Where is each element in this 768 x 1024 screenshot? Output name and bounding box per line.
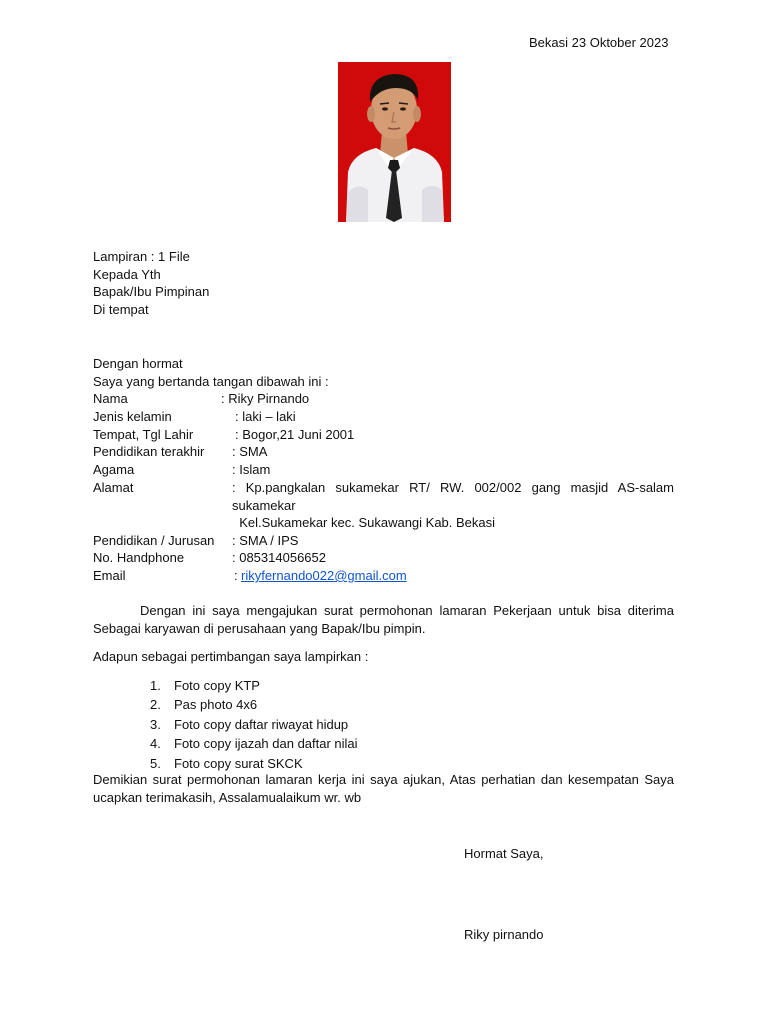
field-label: No. Handphone bbox=[93, 550, 185, 565]
recipient-line: Kepada Yth bbox=[93, 267, 161, 282]
list-text: Foto copy surat SKCK bbox=[174, 755, 303, 771]
field-value: : Bogor,21 Juni 2001 bbox=[235, 427, 355, 442]
recipient-title: Bapak/Ibu Pimpinan bbox=[93, 284, 210, 299]
field-value: : Islam bbox=[232, 462, 271, 477]
field-value: : laki – laki bbox=[235, 409, 296, 424]
field-value: : SMA bbox=[232, 444, 268, 459]
field-value: : Riky Pirnando bbox=[221, 391, 310, 406]
body-paragraph bbox=[93, 602, 674, 638]
list-item bbox=[150, 676, 358, 695]
address-line-1: : Kp.pangkalan sukamekar RT/ RW. 002/002 gang masjid AS-salam bbox=[232, 480, 674, 495]
signature-name: Riky pirnando bbox=[464, 927, 544, 942]
closing-line-1: Demikian surat permohonan lamaran kerja ini saya ajukan, Atas perhatian dan kesempatan Saya bbox=[93, 772, 674, 787]
applicant-photo bbox=[338, 62, 451, 222]
list-item bbox=[150, 695, 358, 714]
attachments-intro: Adapun sebagai pertimbangan saya lampirkan : bbox=[93, 649, 369, 664]
intro-line: Saya yang bertanda tangan dibawah ini : bbox=[93, 374, 329, 389]
field-label: Tempat, Tgl Lahir bbox=[93, 427, 194, 442]
list-text: Pas photo 4x6 bbox=[174, 697, 258, 713]
signoff: Hormat Saya, bbox=[464, 846, 544, 861]
list-text: Foto copy daftar riwayat hidup bbox=[174, 716, 349, 732]
list-text: Foto copy ijazah dan daftar nilai bbox=[174, 736, 358, 752]
greeting: Dengan hormat bbox=[93, 356, 183, 371]
closing-line-2: ucapkan terimakasih, Assalamualaikum wr. wb bbox=[93, 790, 362, 805]
body-line-2: Sebagai karyawan di perusahaan yang Bapak/Ibu pimpin. bbox=[93, 621, 426, 636]
field-value: : SMA / IPS bbox=[232, 533, 299, 548]
body-line-1: Dengan ini saya mengajukan surat permohonan lamaran Pekerjaan untuk bisa diterima bbox=[140, 603, 674, 618]
email-link[interactable]: rikyfernando022@gmail.com bbox=[241, 568, 407, 583]
closing-paragraph bbox=[93, 771, 674, 807]
letter-date: Bekasi 23 Oktober 2023 bbox=[529, 35, 669, 50]
portrait-illustration bbox=[338, 62, 451, 222]
field-label: Pendidikan terakhir bbox=[93, 444, 205, 459]
list-item bbox=[150, 734, 358, 753]
list-number: 2. bbox=[150, 697, 161, 713]
list-item bbox=[150, 715, 358, 734]
recipient-place: Di tempat bbox=[93, 302, 149, 317]
list-number: 5. bbox=[150, 755, 161, 771]
field-label: Agama bbox=[93, 462, 135, 477]
attachment-line: Lampiran : 1 File bbox=[93, 249, 190, 264]
address-line-3: Kel.Sukamekar kec. Sukawangi Kab. Bekasi bbox=[232, 515, 496, 530]
list-number: 4. bbox=[150, 736, 161, 752]
list-text: Foto copy KTP bbox=[174, 678, 260, 693]
attachments-list bbox=[150, 676, 358, 773]
field-label: Jenis kelamin bbox=[93, 409, 172, 424]
field-alamat-value bbox=[232, 479, 674, 532]
field-label: Pendidikan / Jurusan bbox=[93, 533, 215, 548]
field-label: Alamat bbox=[93, 480, 134, 495]
field-label: Nama bbox=[93, 391, 128, 406]
list-number: 1. bbox=[150, 678, 161, 693]
address-line-2: sukamekar bbox=[232, 497, 296, 513]
field-label: Email bbox=[93, 568, 126, 583]
list-number: 3. bbox=[150, 716, 161, 732]
email-prefix: : bbox=[234, 568, 242, 583]
field-value: : 085314056652 bbox=[232, 550, 326, 565]
